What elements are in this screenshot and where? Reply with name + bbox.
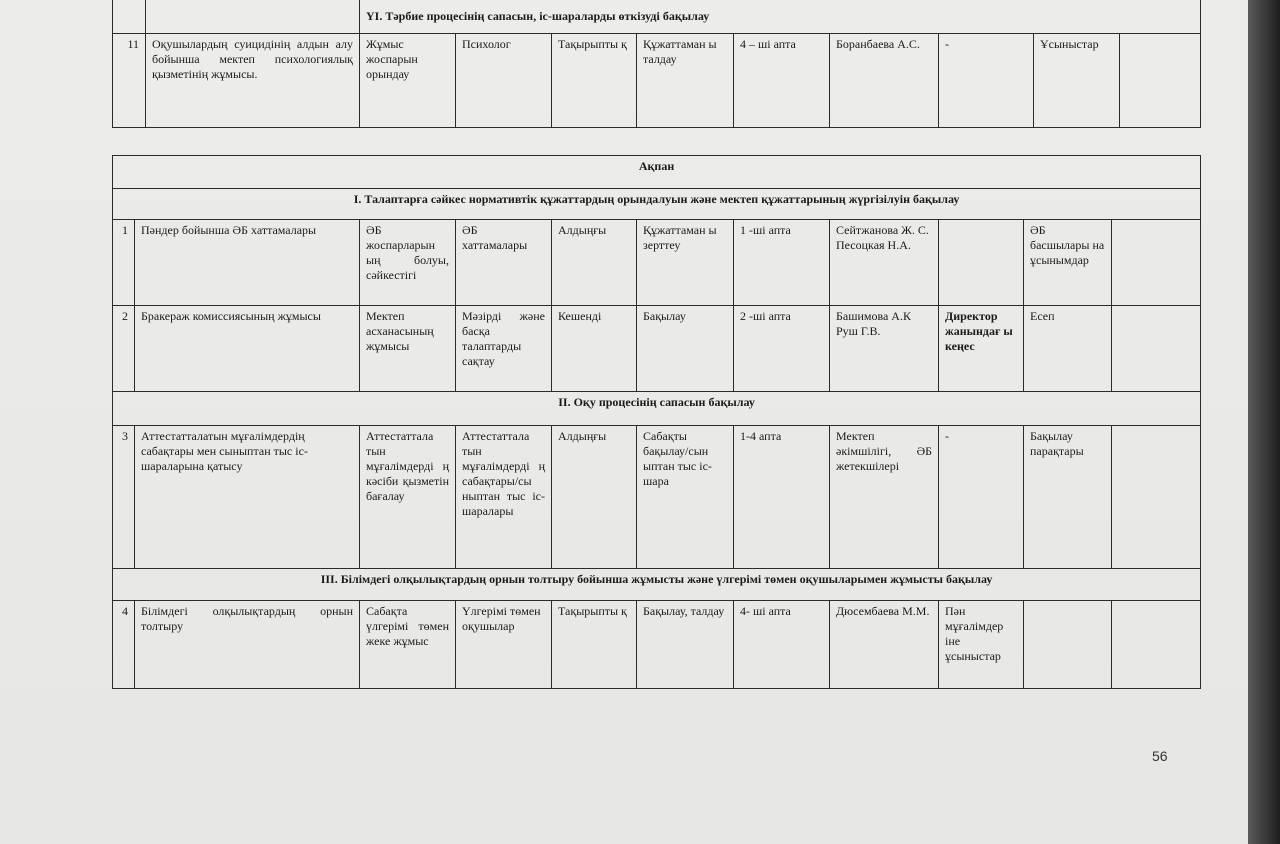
- table-section-vi: [112, 0, 1201, 128]
- cell-goal: Жұмыс жоспарын орындау: [360, 34, 456, 128]
- empty-cell: [113, 0, 146, 34]
- cell-result: Бақылау парақтары: [1024, 426, 1112, 569]
- cell-object: Үлгерімі төмен оқушылар: [456, 601, 552, 689]
- cell-review: -: [939, 34, 1034, 128]
- cell-extra: [1112, 601, 1201, 689]
- cell-kind: Кешенді: [552, 306, 637, 392]
- cell-result: ӘБ басшылары на ұсынымдар: [1024, 220, 1112, 306]
- cell-review: Директор жанындағ ы кеңес: [939, 306, 1024, 392]
- row-number: 4: [113, 601, 135, 689]
- cell-term: 1 -ші апта: [734, 220, 830, 306]
- cell-method: Құжаттаман ы зерттеу: [637, 220, 734, 306]
- table-february: [112, 155, 1201, 689]
- cell-term: 2 -ші апта: [734, 306, 830, 392]
- row-number: 2: [113, 306, 135, 392]
- row-number: 1: [113, 220, 135, 306]
- cell-goal: Мектеп асханасының жұмысы: [360, 306, 456, 392]
- row-number: 11: [113, 34, 146, 128]
- cell-responsible: Сейтжанова Ж. С. Песоцкая Н.А.: [830, 220, 939, 306]
- cell-extra: [1112, 306, 1201, 392]
- cell-term: 1-4 апта: [734, 426, 830, 569]
- cell-method: Сабақты бақылау/сын ыптан тыс іс-шара: [637, 426, 734, 569]
- cell-result: Есеп: [1024, 306, 1112, 392]
- cell-topic: Бракераж комиссиясының жұмысы: [135, 306, 360, 392]
- cell-topic: Білімдегі олқылықтардың орнын толтыру: [135, 601, 360, 689]
- cell-object: Мәзірді және басқа талаптарды сақтау: [456, 306, 552, 392]
- page-number: 56: [1152, 748, 1168, 764]
- cell-result: [1024, 601, 1112, 689]
- cell-review: Пән мұғалімдер іне ұсыныстар: [939, 601, 1024, 689]
- month-heading: Ақпан: [113, 156, 1201, 189]
- empty-cell: [146, 0, 360, 34]
- section-heading-ii: ІІ. Оқу процесінің сапасын бақылау: [113, 392, 1201, 426]
- cell-method: Бақылау, талдау: [637, 601, 734, 689]
- cell-object: Аттестаттала тын мұғалімдерді ң сабақтары/сы ныптан тыс іс-шаралары: [456, 426, 552, 569]
- cell-method: Құжаттаман ы талдау: [637, 34, 734, 128]
- cell-extra: [1112, 220, 1201, 306]
- cell-topic: Пәндер бойынша ӘБ хаттамалары: [135, 220, 360, 306]
- section-heading-vi: ҮІ. Тәрбие процесінің сапасын, іс-шараларды өткізуді бақылау: [360, 0, 1201, 34]
- section-heading-iii: ІІІ. Білімдегі олқылықтардың орнын толтыру бойынша жұмысты және үлгерімі төмен оқушыларымен жұмысты бақылау: [113, 569, 1201, 601]
- cell-goal: Сабақта үлгерімі төмен жеке жұмыс: [360, 601, 456, 689]
- cell-topic: Аттестатталатын мұғалімдердің сабақтары мен сыныптан тыс іс-шараларына қатысу: [135, 426, 360, 569]
- cell-responsible: Башимова А.К Руш Г.В.: [830, 306, 939, 392]
- background-edge: [1248, 0, 1280, 844]
- cell-goal: Аттестаттала тын мұғалімдерді ң кәсіби қызметін бағалау: [360, 426, 456, 569]
- cell-kind: Тақырыпты қ: [552, 601, 637, 689]
- cell-kind: Алдыңғы: [552, 426, 637, 569]
- cell-review: -: [939, 426, 1024, 569]
- cell-extra: [1120, 34, 1201, 128]
- cell-object: ӘБ хаттамалары: [456, 220, 552, 306]
- cell-kind: Алдыңғы: [552, 220, 637, 306]
- cell-object: Психолог: [456, 34, 552, 128]
- cell-review: [939, 220, 1024, 306]
- cell-method: Бақылау: [637, 306, 734, 392]
- cell-term: 4- ші апта: [734, 601, 830, 689]
- cell-result: Ұсыныстар: [1034, 34, 1120, 128]
- cell-responsible: Боранбаева А.С.: [830, 34, 939, 128]
- section-heading-i: І. Талаптарға сәйкес нормативтік құжаттардың орындалуын және мектеп құжаттарының жүргізілуін бақылау: [113, 189, 1201, 220]
- row-number: 3: [113, 426, 135, 569]
- cell-term: 4 – ші апта: [734, 34, 830, 128]
- cell-kind: Тақырыпты қ: [552, 34, 637, 128]
- cell-goal: ӘБ жоспарларын ың болуы, сәйкестігі: [360, 220, 456, 306]
- cell-responsible: Дюсембаева М.М.: [830, 601, 939, 689]
- cell-topic: Оқушылардың суицидінің алдын алу бойынша мектеп психологиялық қызметінің жұмысы.: [146, 34, 360, 128]
- cell-responsible: Мектеп әкімшілігі, ӘБ жетекшілері: [830, 426, 939, 569]
- cell-extra: [1112, 426, 1201, 569]
